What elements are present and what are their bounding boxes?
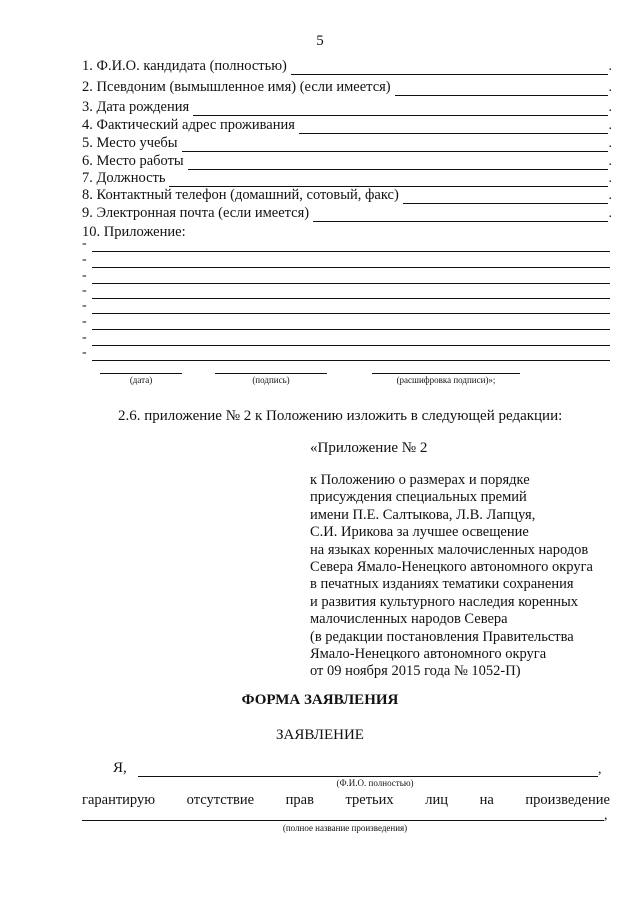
signature-decode: (расшифровка подписи)»; [372,373,520,385]
field-input-line[interactable] [313,209,607,222]
statement-title: ЗАЯВЛЕНИЕ [276,727,364,743]
appendix-subtitle [310,472,593,681]
field-end: . [608,188,612,203]
field-input-line[interactable] [299,121,608,134]
appendix-line: имени П.Е. Салтыкова, Л.В. Лапцуя, [310,506,536,523]
field-end: . [608,118,612,133]
appendix-line: в печатных изданиях тематики сохранения [310,576,574,593]
field-end: . [608,59,612,74]
form-title: ФОРМА ЗАЯВЛЕНИЯ [241,692,399,708]
guarantee-word: третьих [345,792,394,808]
guarantee-word: отсутствие [186,792,255,808]
appendix-line: Ямало-Ненецкого автономного округа [310,646,547,663]
attachment-underline [92,329,610,330]
attachment-line[interactable] [82,254,610,268]
attachment-underline [92,267,610,268]
signature-date: (дата) [100,373,182,385]
attachment-underline [92,345,610,346]
work-title-end: , [604,808,608,823]
guarantee-sentence [82,792,610,809]
field-row [82,79,612,96]
appendix-line: присуждения специальных премий [310,489,527,506]
appendix-line: С.И. Ирикова за лучшее освещение [310,524,529,541]
attachment-line[interactable] [82,300,610,314]
attachment-line[interactable] [82,238,610,252]
field-row [82,153,612,170]
field-row [82,205,612,222]
field-end: . [608,136,612,151]
field-input-line[interactable] [193,103,607,116]
field-input-line[interactable] [291,62,608,75]
attachment-dash: - [82,252,87,267]
appendix-line: и развития культурного наследия коренных [310,593,578,610]
field-input-line[interactable] [169,174,607,187]
field-input-line[interactable] [188,157,608,170]
field-label: 1. Ф.И.О. кандидата (полностью) [82,58,287,74]
field-end: . [608,100,612,115]
field-end: . [608,154,612,169]
fio-end: , [598,762,602,777]
attachment-dash: - [82,268,87,283]
attachment-line[interactable] [82,347,610,361]
attachment-line[interactable] [82,270,610,284]
field-label: 9. Электронная почта (если имеется) [82,205,310,221]
field-row [82,170,612,187]
guarantee-word: произведение [525,792,610,808]
attachment-underline [92,251,610,252]
field-end: . [608,206,612,221]
field-label: 7. Должность [82,170,166,186]
attachment-underline [92,283,610,284]
field-end: . [608,171,612,186]
appendix-line: к Положению о размерах и порядке [310,472,530,488]
ya-label: Я, [113,760,127,776]
appendix-line: (в редакции постановления Правительства [310,628,574,645]
attachment-dash: - [82,314,87,329]
appendix-line: Севера Ямало-Ненецкого автономного округа [310,559,593,576]
appendix-line: малочисленных народов Севера [310,611,508,628]
amendment-paragraph: 2.6. приложение № 2 к Положению изложить в следующей редакции: [118,408,563,424]
field-row [82,117,612,134]
field-end: . [608,80,612,95]
attachment-dash: - [82,345,87,360]
attachment-label: 10. Приложение: [82,224,186,240]
attachment-dash: - [82,330,87,345]
attachment-dash: - [82,283,87,298]
guarantee-word: лиц [425,792,449,808]
field-label: 6. Место работы [82,153,184,169]
field-row [82,135,612,152]
work-title-line[interactable] [82,820,604,821]
appendix-line: на языках коренных малочисленных народов [310,541,589,558]
appendix-line: от 09 ноября 2015 года № 1052-П) [310,663,521,680]
field-label: 4. Фактический адрес проживания [82,117,295,133]
field-label: 8. Контактный телефон (домашний, сотовый, факс) [82,187,399,203]
guarantee-word: на [479,792,494,808]
attachment-dash: - [82,236,87,251]
attachment-line[interactable] [82,332,610,346]
attachment-underline [92,313,610,314]
work-caption: (полное название произведения) [282,823,408,833]
field-row [82,58,612,75]
field-input-line[interactable] [403,191,608,204]
fio-line[interactable] [138,776,598,777]
field-row [82,99,612,116]
field-input-line[interactable] [395,83,608,96]
attachment-underline [92,360,610,361]
attachment-line[interactable] [82,316,610,330]
field-label: 3. Дата рождения [82,99,190,115]
guarantee-word: гарантирую [82,792,156,808]
guarantee-word: прав [285,792,314,808]
field-input-line[interactable] [182,139,608,152]
attachment-line[interactable] [82,285,610,299]
attachment-underline [92,298,610,299]
field-label: 2. Псевдоним (вымышленное имя) (если имеется) [82,79,391,95]
field-label: 5. Место учебы [82,135,178,151]
fio-caption: (Ф.И.О. полностью) [336,778,414,788]
attachment-dash: - [82,298,87,313]
signature-sign: (подпись) [215,373,327,385]
appendix-title: «Приложение № 2 [310,440,428,456]
field-row [82,187,612,204]
page-number: 5 [316,33,324,49]
